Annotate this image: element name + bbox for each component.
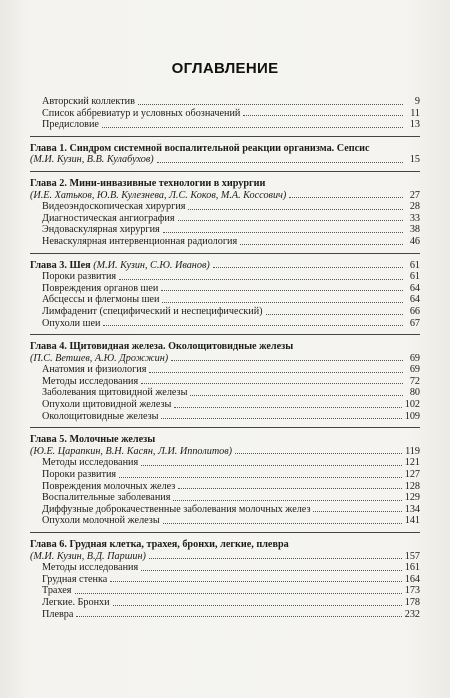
toc-entry: [30, 283, 420, 295]
entry-label: Повреждения органов шеи: [42, 282, 159, 294]
chapter-title: Глава 6. Грудная клетка, трахея, бронхи, легкие, плевра: [30, 539, 289, 550]
dot-leader: [178, 487, 401, 489]
entry-page-number: 127: [404, 469, 420, 481]
entry-label: Опухоли шеи: [42, 317, 101, 329]
entry-label: Предисловие: [42, 119, 99, 131]
entry-page-number: 61: [409, 259, 420, 271]
entry-page-number: 46: [409, 235, 420, 247]
dot-leader: [188, 208, 403, 210]
entry-label: Видеоэндоскопическая хирургия: [42, 201, 186, 213]
page-title: ОГЛАВЛЕНИЕ: [171, 60, 279, 77]
toc-entry: [30, 294, 420, 306]
dot-leader: [243, 114, 403, 116]
entry-page-number: 69: [409, 364, 420, 376]
dot-leader: [162, 301, 403, 303]
entry-page-number: 164: [404, 573, 420, 585]
entry-page-number: 232: [404, 608, 420, 620]
toc-entry: [30, 515, 420, 527]
toc-entry: [30, 224, 420, 236]
entry-page-number: 64: [409, 282, 420, 294]
toc-entry: [30, 271, 420, 283]
toc-entry: [30, 399, 420, 411]
dot-leader: [141, 464, 402, 466]
entry-page-number: 128: [404, 480, 420, 492]
dot-leader: [235, 452, 402, 454]
entry-label: Пороки развития: [42, 469, 117, 481]
entry-page-number: 121: [404, 457, 420, 469]
entry-page-number: 27: [409, 189, 420, 201]
toc-entry: [30, 492, 420, 504]
chapter-list: [30, 136, 420, 620]
toc-entry: [30, 364, 420, 376]
dot-leader: [171, 359, 403, 361]
entry-label: Авторский коллектив: [42, 96, 135, 107]
entry-label: Пороки развития: [42, 271, 117, 283]
entry-label: Заболевания щитовидной железы: [42, 387, 188, 399]
entry-page-number: 102: [404, 399, 420, 411]
chapter-title: Глава 2. Мини-инвазивные технологии в хирургии: [30, 177, 266, 189]
chapter-divider: [30, 532, 420, 533]
dot-leader: [190, 394, 403, 396]
chapter-authors-row: [30, 551, 420, 563]
entry-label: Диагностическая ангиография: [42, 212, 175, 224]
chapter-title: [30, 260, 210, 272]
entry-label: Легкие. Бронхи: [42, 596, 110, 608]
entry-page-number: 141: [404, 515, 420, 527]
toc-entry: [30, 376, 420, 388]
entry-label: Методы исследования: [42, 375, 139, 387]
toc-entry: [30, 306, 420, 318]
chapter-heading: [30, 260, 420, 272]
dot-leader: [157, 161, 403, 163]
entry-page-number: 15: [409, 154, 420, 166]
dot-leader: [240, 243, 403, 245]
entry-page-number: 67: [409, 317, 420, 329]
chapter-divider: [30, 334, 420, 335]
entry-label: Абсцессы и флегмоны шеи: [42, 294, 160, 306]
dot-leader: [110, 580, 401, 582]
dot-leader: [213, 266, 403, 268]
dot-leader: [119, 476, 402, 478]
toc-entry: [30, 585, 420, 597]
toc-entry: [30, 96, 420, 108]
toc-entry: [30, 481, 420, 493]
entry-page-number: 173: [404, 585, 420, 597]
dot-leader: [178, 219, 403, 221]
entry-page-number: 129: [404, 492, 420, 504]
entry-page-number: 72: [409, 375, 420, 387]
dot-leader: [141, 569, 402, 571]
chapter-title-text: Глава 3. Шея: [30, 259, 91, 271]
toc-entry: [30, 469, 420, 481]
entry-page-number: 11: [410, 107, 420, 119]
dot-leader: [149, 557, 402, 559]
entry-label: Неваскулярная интервенционная радиология: [42, 235, 238, 247]
toc-entry: [30, 108, 420, 120]
entry-label: Опухоли щитовидной железы: [42, 399, 172, 411]
entry-page-number: 33: [409, 212, 420, 224]
dot-leader: [141, 382, 403, 384]
toc-entry: [30, 457, 420, 469]
entry-page-number: 38: [409, 224, 420, 236]
toc-entry: [30, 119, 420, 131]
chapter-divider: [30, 427, 420, 428]
dot-leader: [161, 289, 403, 291]
chapter-authors-row: [30, 353, 420, 365]
toc-entry: [30, 504, 420, 516]
toc-entry: [30, 411, 420, 423]
chapter-authors: (М.И. Кузин, С.Ю. Иванов): [93, 259, 210, 271]
entry-label: Плевра: [42, 608, 74, 620]
entry-label: Эндоваскулярная хирургия: [42, 224, 160, 236]
entry-page-number: 109: [404, 410, 420, 422]
toc-entry: [30, 597, 420, 609]
chapter-divider: [30, 136, 420, 137]
dot-leader: [266, 313, 403, 315]
entry-page-number: 134: [404, 503, 420, 515]
entry-label: Околощитовидные железы: [42, 410, 159, 422]
entry-label: Методы исследования: [42, 457, 139, 469]
chapter-authors-row: [30, 190, 420, 202]
entry-page-number: 119: [405, 445, 420, 457]
entry-label: Опухоли молочной железы: [42, 515, 160, 527]
entry-label: Трахея: [42, 585, 72, 597]
dot-leader: [75, 592, 402, 594]
entry-label: Лимфаденит (специфический и неспецифический): [42, 305, 263, 317]
entry-label: Воспалительные заболевания: [42, 492, 171, 504]
dot-leader: [163, 231, 403, 233]
chapter-authors: (М.И. Кузин, В.В. Кулабухов): [30, 154, 154, 166]
entry-label: Список аббревиатур и условных обозначений: [42, 107, 241, 119]
dot-leader: [103, 324, 403, 326]
entry-page-number: 157: [404, 550, 420, 562]
entry-label: Методы исследования: [42, 562, 139, 574]
chapter-authors: (Ю.Е. Царапкин, В.Н. Касян, Л.И. Ипполитов): [30, 445, 233, 457]
dot-leader: [119, 278, 403, 280]
entry-page-number: 66: [409, 305, 420, 317]
toc-entry: [30, 201, 420, 213]
entry-page-number: 9: [414, 96, 420, 107]
entry-page-number: 69: [409, 352, 420, 364]
entry-label: Анатомия и физиология: [42, 364, 147, 376]
entry-page-number: 178: [404, 596, 420, 608]
dot-leader: [174, 406, 401, 408]
entry-page-number: 80: [409, 387, 420, 399]
dot-leader: [173, 499, 401, 501]
chapter-authors: (М.И. Кузин, В.Д. Паршин): [30, 550, 146, 562]
toc-entry: [30, 318, 420, 330]
toc-entry: [30, 574, 420, 586]
dot-leader: [289, 196, 403, 198]
toc-entry: [30, 236, 420, 248]
chapter-authors: (П.С. Ветшев, А.Ю. Дрожжин): [30, 352, 169, 364]
dot-leader: [138, 103, 403, 105]
chapter-title: Глава 4. Щитовидная железа. Околощитовидные железы: [30, 341, 294, 353]
entry-page-number: 161: [404, 562, 420, 574]
chapter-title: Глава 5. Молочные железы: [30, 434, 156, 446]
chapter-authors: (И.Е. Хатьков, Ю.В. Кулезнева, Л.С. Коков, М.А. Коссович): [30, 189, 287, 201]
dot-leader: [102, 126, 403, 128]
dot-leader: [149, 371, 403, 373]
table-of-contents: [30, 96, 420, 620]
dot-leader: [313, 510, 401, 512]
entry-label: Диффузные доброкачественные заболевания молочных желез: [42, 503, 311, 515]
dot-leader: [161, 417, 401, 419]
entry-label: Грудная стенка: [42, 573, 108, 585]
chapter-authors-row: [30, 446, 420, 458]
chapter-divider: [30, 171, 420, 172]
entry-page-number: 13: [409, 119, 420, 131]
dot-leader: [76, 615, 401, 617]
toc-entry: [30, 213, 420, 225]
entry-label: Повреждения молочных желез: [42, 480, 176, 492]
entry-page-number: 28: [409, 201, 420, 213]
entry-page-number: 61: [409, 271, 420, 283]
front-matter: [30, 96, 420, 131]
toc-entry: [30, 387, 420, 399]
dot-leader: [163, 522, 402, 524]
toc-entry: [30, 562, 420, 574]
toc-entry: [30, 609, 420, 621]
chapter-authors-row: [30, 154, 420, 166]
dot-leader: [113, 604, 402, 606]
entry-page-number: 64: [409, 294, 420, 306]
chapter-divider: [30, 253, 420, 254]
chapter-title: Глава 1. Синдром системной воспалительной реакции организма. Сепсис: [30, 142, 370, 154]
